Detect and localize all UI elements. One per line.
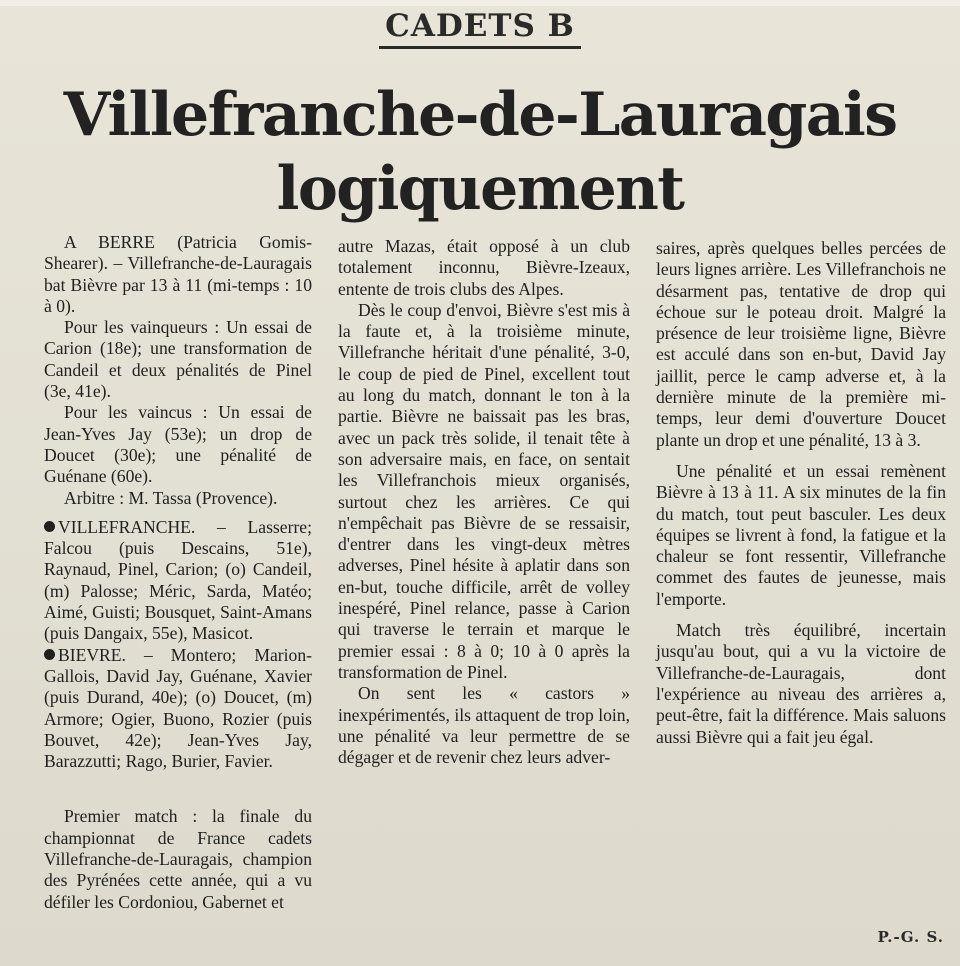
article-column-2 [338, 236, 630, 768]
section-kicker [0, 8, 960, 49]
column2-paragraph: On sent les « castors » inexpérimentés, ils attaquent de trop loin, une pénalité va leur permettre de se dégager et de revenir chez leurs adver- [338, 683, 630, 768]
column3-paragraph: Match très équilibré, incertain jusqu'au bout, qui a vu la victoire de Villefranche-de-Lauragais, dont l'expérience au niveau des arrières a, peut-être, fait la différence. Mais saluons aussi Bièvre qui a fait jeu égal. [656, 620, 946, 747]
lineup-villefranche [44, 517, 312, 645]
column3-paragraph: Une pénalité et un essai remènent Bièvre à 13 à 11. A six minutes de la fin du match, tout peut basculer. Les deux équipes se livrent à fond, la fatigue et la chaleur se font ressentir, Villefranche commet des fautes de jeunesse, mais l'emporte. [656, 460, 946, 609]
column1-paragraph: Pour les vaincus : Un essai de Jean-Yves Jay (53e); un drop de Doucet (30e); une pénalité de Guénane (60e). [44, 402, 312, 487]
article-column-3 [656, 238, 946, 748]
column1-paragraph: Arbitre : M. Tassa (Provence). [64, 487, 278, 508]
column1-paragraph: A BERRE (Patricia Gomis-Shearer). – Villefranche-de-Lauragais bat Bièvre par 13 à 11 (mi-temps : 10 à 0). [44, 232, 312, 316]
column2-paragraph: autre Mazas, était opposé à un club totalement inconnu, Bièvre-Izeaux, entente de trois clubs des Alpes. [338, 236, 630, 299]
column1-paragraph: Pour les vainqueurs : Un essai de Carion (18e); une transformation de Candeil et deux pénalités de Pinel (3e, 41e). [44, 317, 312, 402]
column1-paragraph: Premier match : la finale du championnat de France cadets Villefranche-de-Lauragais, champion des Pyrénées cette année, qui a vu défiler les Cordoniou, Gabernet et [44, 806, 312, 912]
article-column-1 [44, 232, 312, 913]
column3-paragraph: saires, après quelques belles percées de leurs lignes arrière. Les Villefranchois ne désarment pas, tentative de drop qui échoue sur le poteau droit. Malgré la présence de leur troisième ligne, Bièvre est acculé dans son en-but, David Jay jaillit, perce le camp adverse et, à la dernière minute de la première mi-temps, leur demi d'ouverture Doucet plante un drop et une pénalité, 13 à 3. [656, 238, 946, 450]
column2-paragraph: Dès le coup d'envoi, Bièvre s'est mis à la faute et, à la troisième minute, Villefranche héritait d'une pénalité, 3-0, le coup de pied de Pinel, excellent tout au long du match, donnant le ton à la partie. Bièvre ne baissait pas les bras, avec un pack très solide, il tenait tête à son adversaire mais, en face, on sentait les Villefranchois mieux organisés, surtout chez les arrières. Ce qui n'empêchait pas Bièvre de se ressaisir, d'entrer dans les vingt-deux mètres adverses, Pinel hésite à aplatir dans son en-but, touche difficile, arrêt de volley inespéré, Pinel relance, passe à Carion qui traverse le terrain et marque le premier essai : 8 à 0; 10 à 0 après la transformation de Pinel. [338, 299, 630, 682]
lineup-villefranche-text: VILLEFRANCHE. – Lasserre; Falcou (puis Descains, 51e), Raynaud, Pinel, Carion; (o) Candeil, (m) Palosse; Méric, Sarda, Matéo; Aimé, Guisti; Bousquet, Saint-Amans (puis Dangaix, 55e), Masicot. [44, 516, 312, 644]
paper-edge [0, 0, 960, 6]
kicker-text: CADETS B [379, 8, 581, 49]
lineup-bievre-text: BIEVRE. – Montero; Marion-Gallois, David Jay, Guénane, Xavier (puis Durand, 40e); (o) Doucet, (m) Armore; Ogier, Buono, Rozier (puis Bouvet, 42e); Jean-Yves Jay, Barazzutti; Rago, Burier, Favier. [44, 644, 312, 772]
author-signature: P.-G. S. [877, 928, 944, 946]
article-headline: Villefranche-de-Lauragais logiquement [63, 80, 897, 224]
lineup-bievre [44, 645, 312, 773]
bullet-icon [44, 521, 55, 532]
bullet-icon [44, 649, 55, 660]
